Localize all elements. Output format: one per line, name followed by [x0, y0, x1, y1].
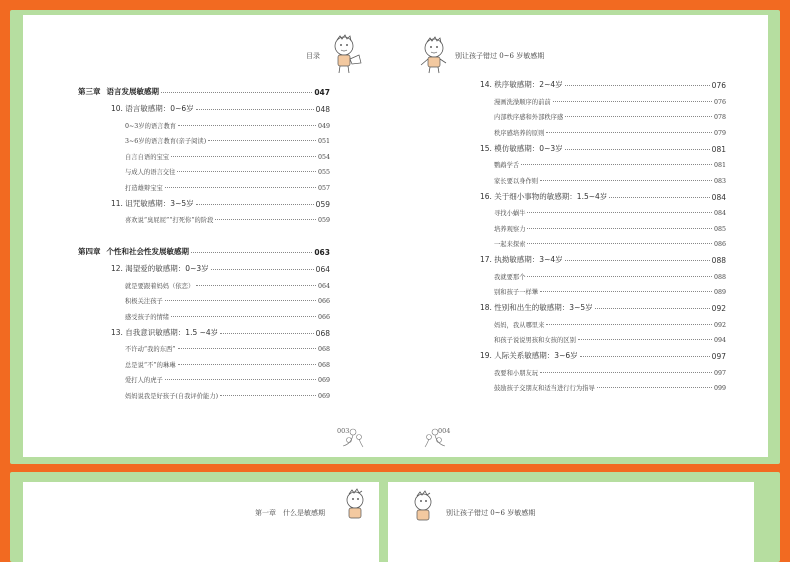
sub-title: 内部秩序感和外部秩序感 [494, 114, 564, 121]
toc-sub-entry[interactable] [78, 384, 330, 400]
sub-title: 鹦鹉学舌 [494, 162, 520, 169]
dot-leader [578, 339, 712, 340]
dot-leader [565, 85, 710, 86]
chapter-number: 第四章 [78, 247, 101, 256]
toc-sub-entry[interactable] [480, 169, 726, 185]
dot-leader [565, 260, 710, 261]
toc-section-entry[interactable] [78, 257, 330, 274]
cartoon-boy-icon [328, 33, 364, 75]
chapter-number: 第三章 [78, 87, 101, 96]
spread-frame-bottom [10, 472, 780, 562]
page-number: 092 [713, 321, 726, 329]
dot-leader [178, 348, 316, 349]
toc-sub-entry[interactable] [480, 154, 726, 170]
toc-sub-entry[interactable] [480, 90, 726, 106]
page-number: 088 [713, 273, 726, 281]
cartoon-boy-icon [408, 490, 438, 530]
page-number: 089 [713, 289, 726, 296]
toc-right-column [480, 73, 726, 392]
dot-leader [540, 180, 712, 181]
flower-ornament-icon [423, 420, 467, 450]
page-number: 047 [314, 88, 330, 97]
toc-sub-entry[interactable] [480, 106, 726, 122]
toc-sub-entry[interactable] [480, 202, 726, 218]
dot-leader [609, 197, 709, 198]
toc-sub-entry[interactable] [78, 369, 330, 385]
dot-leader [208, 140, 316, 141]
page-number: 076 [711, 81, 726, 90]
toc-sub-entry[interactable] [480, 313, 726, 329]
sub-title: 一起来探索 [494, 241, 526, 248]
dot-leader [191, 252, 312, 253]
sub-title: 寻找小蜗牛 [494, 210, 526, 217]
chapter-title: 语言发展敏感期 [106, 87, 159, 96]
toc-sub-entry[interactable] [78, 353, 330, 369]
right-running-header: 别让孩子错过 0~6 岁敏感期 [455, 52, 545, 60]
sub-title: 0~3岁的语言教育 [125, 122, 177, 130]
page-number: 048 [315, 105, 330, 114]
sub-title: 就是要跟着妈妈（依恋） [125, 282, 195, 290]
sub-title: 不许动“我的东西” [125, 346, 176, 353]
toc-section-entry[interactable] [480, 296, 726, 313]
toc-sub-entry[interactable] [480, 233, 726, 249]
sub-title: 与成人的语言交往 [125, 169, 176, 176]
toc-sub-entry[interactable] [480, 265, 726, 281]
toc-sub-entry[interactable] [480, 377, 726, 393]
dot-leader [178, 125, 316, 126]
sub-title: 打造雄辩宝宝 [125, 184, 163, 192]
dot-leader [540, 372, 712, 373]
sub-title: 喜欢说“臭屁屁”“打死你”的阶段 [125, 217, 214, 224]
dot-leader [165, 379, 316, 380]
sub-title: 积极关注孩子 [125, 298, 163, 305]
toc-sub-entry[interactable] [78, 145, 330, 161]
dot-leader [521, 164, 712, 165]
page-number: 064 [317, 282, 330, 290]
section-title: 13. 自我意识敏感期：1.5 ~4岁 [111, 327, 219, 337]
dot-leader [211, 269, 314, 270]
dot-leader [165, 187, 316, 188]
page-number: 069 [317, 392, 330, 400]
page-number: 049 [317, 122, 330, 130]
cartoon-boy-icon [417, 35, 451, 75]
dot-leader [161, 92, 312, 93]
page-number: 076 [713, 98, 726, 106]
dot-leader [527, 212, 711, 213]
toc-chapter-entry[interactable] [78, 239, 330, 257]
page-number: 055 [317, 169, 330, 176]
toc-sub-entry[interactable] [78, 209, 330, 225]
toc-section-entry[interactable] [480, 73, 726, 90]
section-title: 17. 执拗敏感期：3~4岁 [480, 255, 563, 264]
toc-sub-entry[interactable] [480, 281, 726, 297]
dot-leader [215, 219, 316, 220]
dot-leader [595, 308, 710, 309]
page-number: 088 [711, 256, 726, 265]
page-number: 063 [314, 248, 330, 257]
page-number: 081 [711, 144, 726, 154]
page-number: 097 [713, 369, 726, 377]
dot-leader [178, 364, 316, 365]
toc-sub-entry[interactable] [78, 176, 330, 192]
sub-title: 我就要那个 [494, 273, 526, 281]
left-running-header: 目录 [306, 52, 320, 60]
section-title: 10. 语言敏感期：0~6岁 [111, 104, 194, 113]
section-title: 18. 性别和出生的敏感期：3~5岁 [480, 303, 593, 312]
dot-leader [546, 324, 712, 325]
toc-sub-entry[interactable] [78, 338, 330, 354]
dot-leader [527, 228, 711, 229]
dot-leader [546, 132, 712, 133]
dot-leader [220, 333, 313, 334]
toc-left-column [78, 73, 330, 400]
page-number: 066 [317, 313, 330, 321]
section-title: 16. 关于细小事物的敏感期：1.5~4岁 [480, 191, 608, 201]
toc-section-entry[interactable] [480, 137, 726, 154]
page-number: 054 [317, 153, 330, 161]
sub-title: 总是说“不”的琳琳 [125, 361, 176, 369]
toc-section-entry[interactable] [78, 321, 330, 338]
sub-title: 漫画洗澡顺序的前前 [494, 98, 551, 106]
section-title: 11. 诅咒敏感期：3~5岁 [111, 198, 194, 208]
chapter-heading [78, 86, 159, 97]
toc-section-entry[interactable] [78, 97, 330, 114]
page-number: 068 [317, 346, 330, 353]
page-number: 084 [711, 192, 726, 202]
page-number: 085 [713, 225, 726, 233]
page-number: 069 [317, 377, 330, 384]
dot-leader [196, 285, 316, 286]
page-number: 068 [315, 328, 330, 338]
section-title: 15. 模仿敏感期：0~3岁 [480, 143, 563, 153]
sub-title: 自言自语的宝宝 [125, 153, 170, 161]
page-number-left: 003 [337, 427, 350, 435]
dot-leader [565, 149, 710, 150]
sub-title: 我要和小朋友玩 [494, 369, 539, 377]
sub-title: 别和孩子一样犟 [494, 289, 539, 296]
page-number-right: 004 [438, 427, 451, 435]
page-number: 081 [713, 162, 726, 169]
toc-sub-entry[interactable] [78, 114, 330, 130]
chapter-title: 个性和社会性发展敏感期 [106, 247, 189, 256]
page-number: 064 [315, 265, 330, 274]
bottom-right-running-header: 别让孩子错过 0~6 岁敏感期 [446, 509, 536, 517]
dot-leader [165, 300, 316, 301]
sub-title: 爱打人的虎子 [125, 377, 163, 384]
bottom-page-left [23, 482, 379, 562]
page-number: 057 [317, 184, 330, 192]
dot-leader [177, 171, 316, 172]
spread-frame-top [10, 10, 780, 464]
sub-title: 秩序感培养的原则 [494, 129, 545, 137]
book-spread-page [23, 15, 768, 457]
page-number: 059 [317, 217, 330, 224]
page-number: 086 [713, 241, 726, 248]
page-number: 078 [713, 114, 726, 121]
bottom-left-running-header: 第一章 什么是敏感期 [255, 509, 325, 517]
dot-leader [553, 101, 712, 102]
cartoon-boy-icon [341, 488, 371, 528]
flower-ornament-icon [323, 420, 367, 450]
dot-leader [540, 291, 712, 292]
sub-title: 妈妈说我是好孩子(自我评价能力) [125, 392, 219, 400]
toc-section-entry[interactable] [480, 185, 726, 202]
sub-title: 和孩子说说男孩和女孩的区别 [494, 337, 576, 344]
dot-leader [171, 316, 316, 317]
toc-section-entry[interactable] [480, 248, 726, 265]
dot-leader [196, 204, 314, 205]
section-title: 14. 秩序敏感期：2~4岁 [480, 80, 563, 89]
dot-leader [171, 156, 316, 157]
sub-title: 3~6岁的语言教育(亲子阅读) [125, 138, 207, 145]
bottom-page-right [388, 482, 754, 562]
sub-title: 感受孩子的情绪 [125, 313, 170, 321]
sub-title: 鼓励孩子交朋友和适当进行行为指导 [494, 385, 595, 392]
dot-leader [580, 356, 710, 357]
toc-sub-entry[interactable] [480, 361, 726, 377]
page-number: 066 [317, 298, 330, 305]
page-number: 094 [713, 337, 726, 344]
sub-title: 妈妈，我从哪里来 [494, 321, 545, 329]
dot-leader [196, 109, 314, 110]
toc-chapter-entry[interactable] [78, 79, 330, 97]
section-title: 12. 渴望爱的敏感期：0~3岁 [111, 264, 209, 273]
page-number: 059 [315, 199, 330, 209]
toc-sub-entry[interactable] [78, 305, 330, 321]
section-title: 19. 人际关系敏感期：3~6岁 [480, 351, 578, 360]
page-number: 097 [711, 352, 726, 361]
chapter-heading [78, 246, 189, 257]
toc-sub-entry[interactable] [480, 329, 726, 345]
toc-section-entry[interactable] [78, 192, 330, 209]
page-number: 083 [713, 177, 726, 185]
dot-leader [597, 387, 712, 388]
toc-sub-entry[interactable] [78, 290, 330, 306]
toc-sub-entry[interactable] [78, 274, 330, 290]
toc-sub-entry[interactable] [480, 121, 726, 137]
page-number: 051 [317, 138, 330, 145]
page-number: 084 [713, 210, 726, 217]
page-number: 092 [711, 304, 726, 313]
chapter-gap [78, 224, 330, 233]
sub-title: 培养观察力 [494, 225, 526, 233]
dot-leader [565, 116, 712, 117]
toc-section-entry[interactable] [480, 344, 726, 361]
page-number: 079 [713, 129, 726, 137]
page-number: 099 [713, 385, 726, 392]
page-number: 068 [317, 361, 330, 369]
toc-sub-entry[interactable] [78, 161, 330, 177]
toc-sub-entry[interactable] [480, 217, 726, 233]
dot-leader [527, 276, 711, 277]
sub-title: 家长要以身作则 [494, 177, 539, 185]
dot-leader [220, 395, 316, 396]
toc-sub-entry[interactable] [78, 130, 330, 146]
dot-leader [527, 243, 711, 244]
